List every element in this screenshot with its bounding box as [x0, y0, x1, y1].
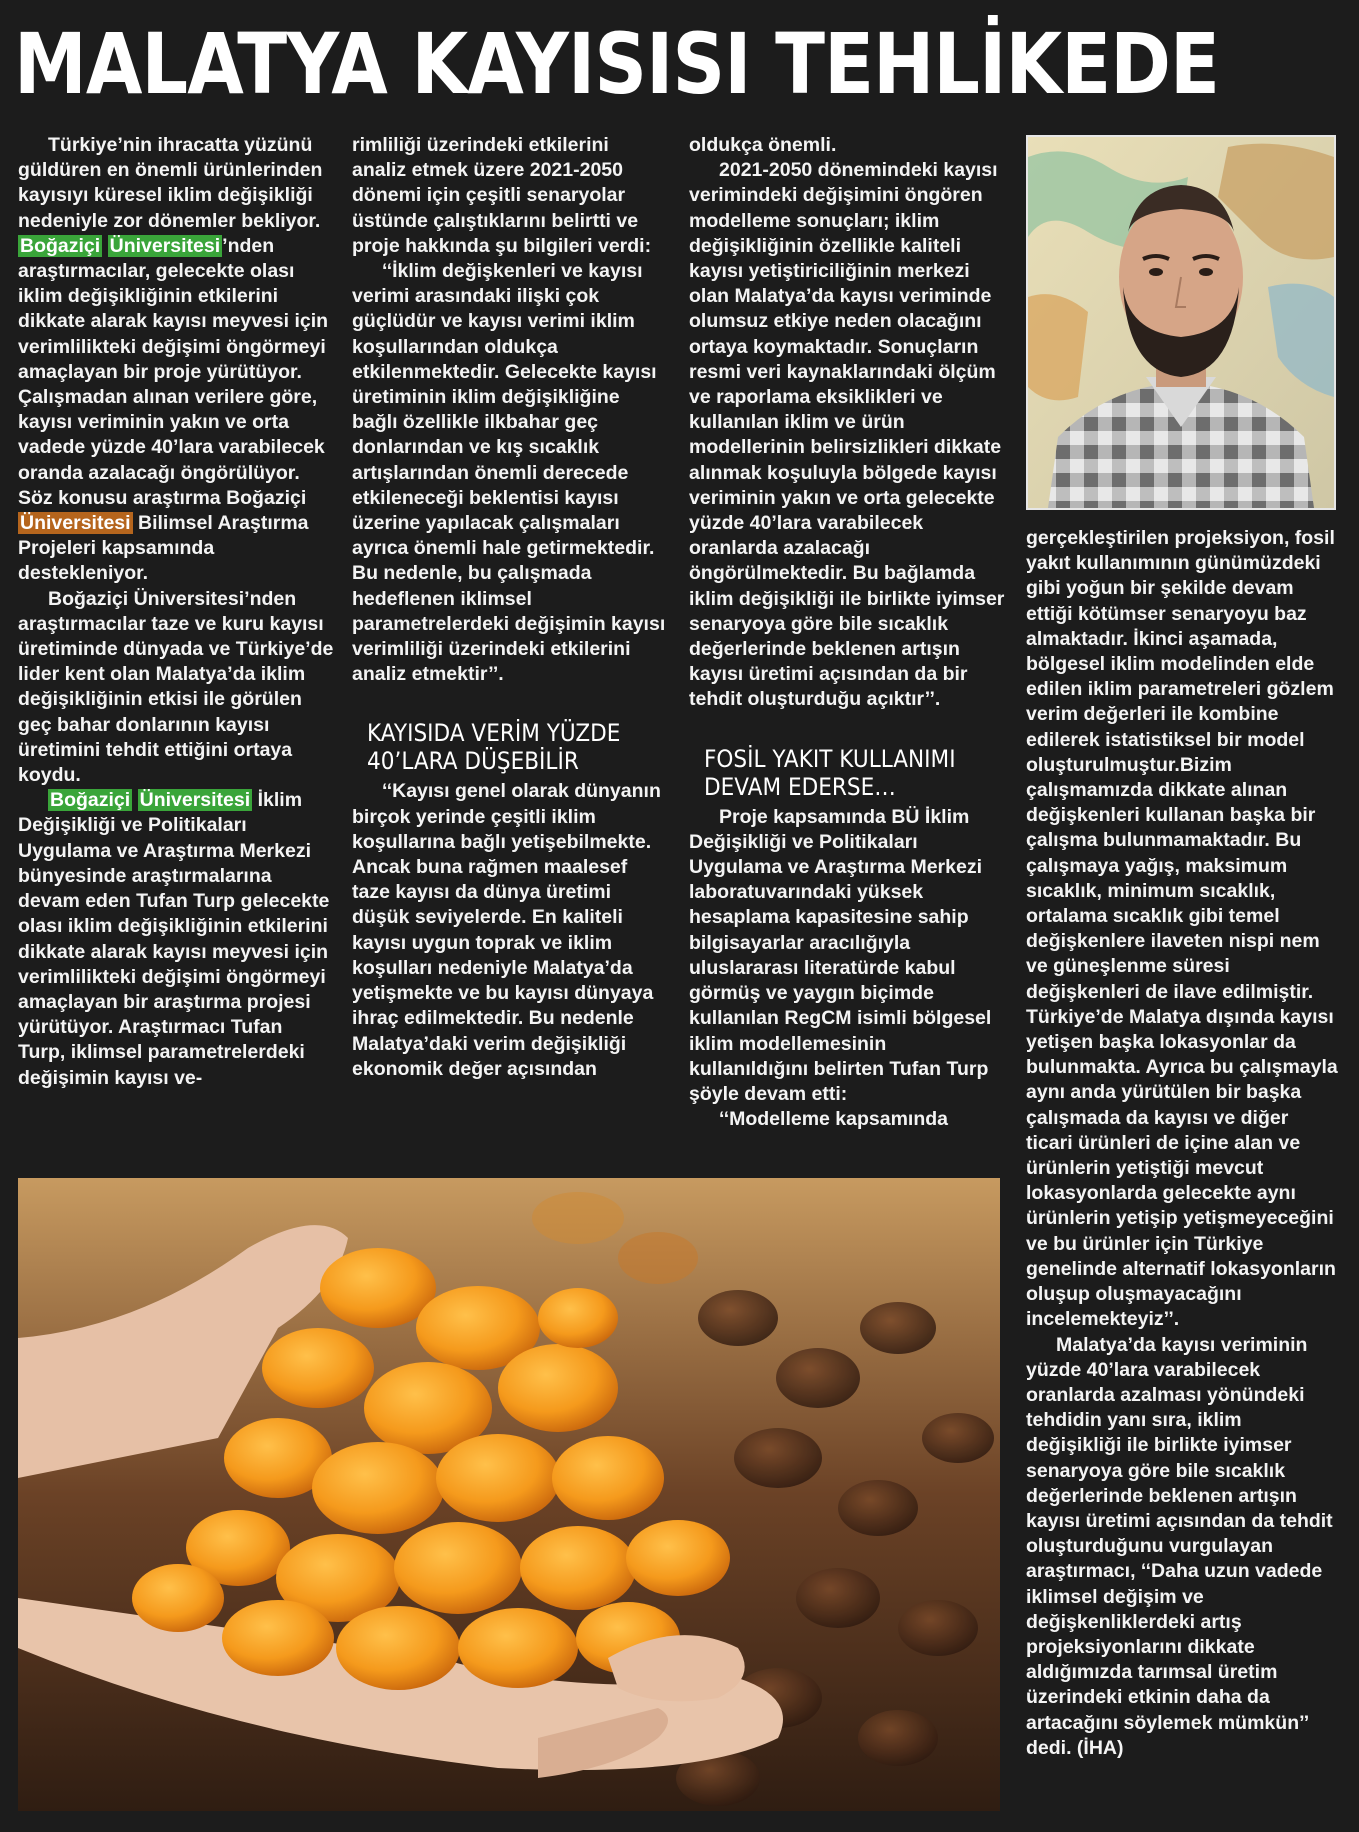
col3-paragraph-2: 2021-2050 dönemindeki kayısı verimindeki değişimini öngören modelleme sonuçları; iklim değişikliğinin özellikle kaliteli kayısı yetiştiriciliğinin merkezi olan Malatya’da kayısı veriminde olumsuz etkiye neden olacağını ortaya koymaktadır. Sonuçların resmi veri kaynaklarındaki ölçüm ve raporlama eksiklikleri ve kullanılan iklim ve ürün modellerinin belirsizlikleri dikkate alınmak koşuluyla bölgede kayısı veriminin yakın ve orta gelecekte yüzde 40’lara varabilecek oranlarda azalacağı öngörülmektedir. Bu bağlamda iklim değişikliği ile birlikte iyimser senaryoya göre bile sıcaklık değerlerinde beklenen artışın kayısı üretimi açısından da bir tehdit oluşturduğu açıktır’’.	[689, 159, 1005, 711]
paragraph-3	[18, 788, 334, 1090]
col4-paragraph-2: Malatya’da kayısı veriminin yüzde 40’lara varabilecek oranlarda azalması yönündeki tehdidin yanı sıra, iklim değişikliği ile birlikte iyimser senaryoya göre bile sıcaklık değerlerinde beklenen artışın kayısı üretimi açısından da tehdit oluşturduğunu vurgulayan araştırmacı, ‘‘Daha uzun vadede iklimsel değişim ve değişkenliklerdeki artış projeksiyonlarını dikkate aldığımızda tarımsal üretim üzerindeki etkinin daha da artacağını söylemek mümkün’’ dedi. (İHA)	[1026, 1333, 1333, 1759]
col4-paragraph-1: gerçekleştirilen projeksiyon, fosil yakıt kullanımının günümüzdeki gibi yoğun bir şekilde devam ettiği kötümser senaryoyu baz almaktadır. İkinci aşamada, bölgesel iklim modelinden elde edilen iklim parametreleri gözlem verim değerleri ile kombine edilerek istatistiksel bir model oluşturulmuştur.Bizim çalışmamızda dikkate alınan değişkenleri kullanan başka bir çalışma bulunmamaktadır. Bu çalışmaya yağış, maksimum sıcaklık, minimum sıcaklık, ortalama sıcaklık gibi temel değişkenlere ilaveten nispi nem ve güneşlenme süresi değişkenleri de ilave edilmiştir. Türkiye’de Malatya dışında kayısı yetişen başka lokasyonlar da bulunmakta. Ayrıca bu çalışmayla aynı anda yürütülen bir başka çalışmada da kayısı ve diğer ticari ürünleri de içine alan ve ürünlerin yetiştiği mevcut lokasyonlarda gelecekte aynı ürünlerin yetişip yetişmeyeceğini ve bu ürünler için Türkiye genelinde alternatif lokasyonların oluşup oluşmayacağını incelemekteyiz’’.	[1026, 527, 1338, 1331]
col3-paragraph-4: ‘‘Modelleme kapsamında	[719, 1108, 949, 1131]
researcher-portrait-photo	[1026, 135, 1336, 510]
subheading-verim	[367, 719, 638, 775]
paragraph-2: Boğaziçi Üniversitesi’nden araştırmacılar taze ve kuru kayısı üretiminde dünyada ve Türkiye’de lider kent olan Malatya’da iklim değişikliğinin etkisi ile görülen geç bahar donlarının kayısı üretimini tehdit ettiğini ortaya koydu.	[18, 587, 334, 787]
col3-paragraph-3: Proje kapsamında BÜ İklim Değişikliği ve Politikaları Uygulama ve Araştırma Merkezi laboratuvarındaki yüksek hesaplama kapasitesine sahip bilgisayarlar aracılığıyla uluslararası literatürde kabul görmüş ve yaygın biçimde kullanılan RegCM isimli bölgesel iklim modellemesinin kullanıldığını belirten Tufan Turp şöyle devam etti:	[689, 805, 992, 1105]
col3-paragraph-1: oldukça önemli.	[689, 134, 837, 156]
col2-paragraph-3: ‘‘Kayısı genel olarak dünyanın birçok yerinde çeşitli iklim koşullarına bağlı yetişebilmekte. Ancak buna rağmen maalesef taze kayısı da dünya üretimi düşük seviyelerde. En kaliteli kayısı uygun toprak ve iklim koşulları nedeniyle Malatya’da yetişmekte ve bu kayısı dünyaya ihraç edilmektedir. Bu nedenle Malatya’daki verim değişikliği ekonomik değer açısından	[352, 780, 661, 1080]
dried-apricots-photo	[18, 1178, 1000, 1811]
article-column-3	[689, 133, 1005, 1168]
highlight-universitesi-3: Üniversitesi	[139, 789, 251, 812]
headline: MALATYA KAYISISI TEHLİKEDE	[14, 15, 1220, 113]
article-column-1	[18, 133, 334, 1168]
subheading-verim-line-2: 40’LARA DÜŞEBİLİR	[367, 747, 579, 776]
highlight-universitesi-2: Üniversitesi	[20, 512, 131, 535]
article-column-4	[1026, 526, 1338, 1816]
subheading-fosil-line-1: FOSİL YAKIT KULLANIMI	[704, 744, 956, 773]
paragraph-1-text-b: ’nden araştırmacılar, gelecekte olası iklim değişikliğinin etkilerini dikkate alarak kayısı meyvesi için verimlilikteki değişimi öngörmeyi amaçlayan bir proje yürütüyor. Çalışmadan alınan verilere göre, kayısı veriminin yakın ve orta vadede yüzde 40’lara varabilecek oranda azalacağı öngörülüyor. Söz konusu araştırma Boğaziçi	[18, 234, 329, 509]
highlight-bogazici: Boğaziçi	[20, 234, 101, 257]
paragraph-1	[18, 133, 334, 587]
paragraph-3-text: İklim Değişikliği ve Politikaları Uygulama ve Araştırma Merkezi bünyesinde araştırmalarına devam eden Tufan Turp gelecekte olası iklim değişikliğinin etkilerini dikkate alarak kayısı meyvesi için verimlilikteki değişimi öngörmeyi amaçlayan bir araştırma projesi yürütüyor. Araştırmacı Tufan Turp, iklimsel parametrelerdeki değişimin kayısı ve-	[18, 789, 330, 1089]
apricots-illustration	[18, 1178, 1000, 1811]
subheading-verim-line-1: KAYISIDA VERİM YÜZDE	[367, 719, 621, 748]
col2-paragraph-1: rimliliği üzerindeki etkilerini analiz etmek üzere 2021-2050 dönemi için çeşitli senaryolar üstünde çalıştıklarını belirtti ve proje hakkında şu bilgileri verdi:	[352, 134, 652, 257]
highlight-universitesi: Üniversitesi	[109, 234, 221, 257]
col2-paragraph-2: ‘‘İklim değişkenleri ve kayısı verimi arasındaki ilişki çok güçlüdür ve kayısı verimi iklim koşullarından oldukça etkilenmektedir. Gelecekte kayısı üretiminin iklim değişikliğine bağlı özellikle ilkbahar geç donlarından ve kış sıcaklık artışlarından önemli derecede etkileneceği beklentisi kayısı üzerine yapılacak çalışmaları ayrıca önemli hale getirmektedir. Bu nedenle, bu çalışmada hedeflenen iklimsel parametrelerdeki değişimin kayısı verimliliği üzerindeki etkilerini analiz etmektir’’.	[352, 260, 666, 686]
portrait-illustration	[1028, 137, 1334, 508]
subheading-fosil-yakit	[704, 745, 975, 801]
article-column-2	[352, 133, 668, 1168]
highlight-bogazici-3: Boğaziçi	[50, 789, 131, 812]
paragraph-1-text-c: Bilimsel Araştırma Projeleri kapsamında destekleniyor.	[18, 512, 309, 585]
subheading-fosil-line-2: DEVAM EDERSE…	[704, 772, 896, 801]
paragraph-1-text-a: Türkiye’nin ihracatta yüzünü güldüren en önemli ürünlerinden kayısıyı küresel iklim değişikliği nedeniyle zor dönemler bekliyor.	[18, 134, 323, 232]
